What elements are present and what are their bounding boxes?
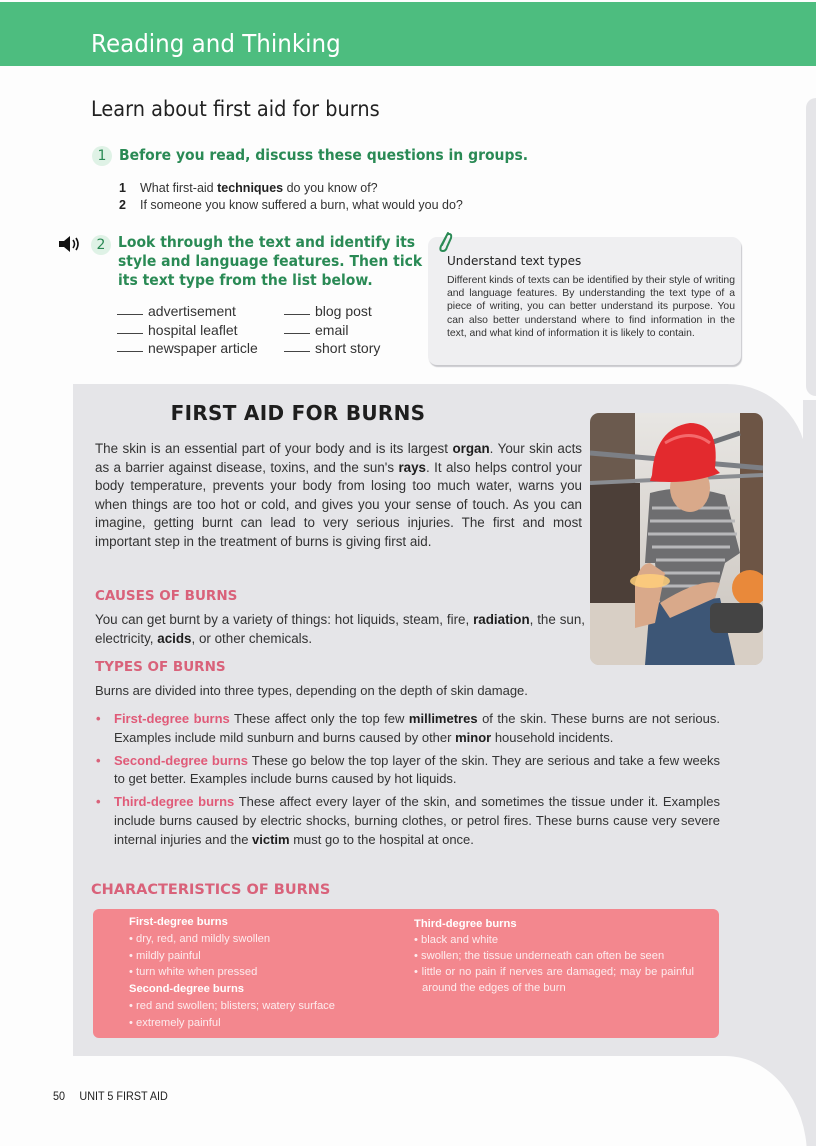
question-number: 2 [119, 198, 126, 212]
paperclip-icon [436, 230, 454, 254]
question-item [119, 197, 463, 214]
exercise-2-title-line: its text type from the list below. [118, 271, 373, 289]
text-type-option[interactable]: advertisement [117, 302, 284, 321]
vocab-word: victim [252, 831, 290, 847]
characteristic-item: • turn white when pressed [129, 966, 258, 979]
question-number: 1 [119, 181, 126, 195]
vocab-word: millimetres [408, 711, 478, 726]
question-text: What first-aid techniques do you know of? [140, 181, 378, 195]
text-type-option[interactable]: short story [284, 339, 414, 358]
text-type-options [117, 302, 414, 358]
page-footer [53, 1089, 168, 1103]
characteristic-item: • little or no pain if nerves are damaged; may be painful around the edges of the burn [414, 966, 694, 994]
section-heading-causes: CAUSES OF BURNS [95, 588, 238, 604]
characteristic-item: • extremely painful [129, 1016, 221, 1029]
vocab-word: organ [452, 441, 490, 456]
bullet-icon: • [96, 711, 101, 726]
vocab-word: acids [157, 630, 192, 646]
text-type-option[interactable]: hospital leaflet [117, 321, 284, 340]
burn-degree-title: Second-degree burns [129, 983, 245, 996]
burn-types-list [95, 710, 720, 854]
vocab-word: rays [398, 459, 427, 475]
question-item [119, 180, 463, 197]
tick-blank[interactable] [117, 351, 143, 352]
tip-title: Understand text types [447, 254, 582, 268]
tick-blank[interactable] [117, 333, 143, 334]
exercise-2-title-line: Look through the text and identify its [118, 233, 416, 251]
vocab-word: techniques [217, 181, 284, 195]
unit-label: UNIT 5 FIRST AID [79, 1089, 168, 1103]
tip-body: Different kinds of texts can be identified by their style of writing and language features. By understanding the text type of a piece of writing, you can better understand its purpose. You can also better understand where to find information in the text, and what kind of information it is likely to contain. [447, 275, 735, 339]
vocab-word: radiation [473, 612, 530, 627]
causes-paragraph: You can get burnt by a variety of things: hot liquids, steam, fire, radiation, the sun, electricity, acids, or other chemicals. [95, 612, 585, 646]
list-item: • First-degree burns These affect only the top few millimetres of the skin. These burns are not serious. Examples include mild sunburn and burns caused by other minor household incidents. [96, 711, 720, 745]
page-edge-decoration [806, 98, 816, 396]
burn-type-term: Third-degree burns [114, 794, 235, 810]
text-type-option[interactable]: blog post [284, 302, 414, 321]
characteristics-column-right [414, 916, 694, 996]
tick-blank[interactable] [284, 333, 310, 334]
list-item: • Second-degree burns These go below the top layer of the skin. They are serious and take a few weeks to get better. Examples include burns caused by hot liquids. [96, 752, 720, 787]
worker-burn-photo [590, 413, 763, 665]
article-title: FIRST AID FOR BURNS [170, 401, 426, 425]
tick-blank[interactable] [284, 314, 310, 315]
tick-blank[interactable] [284, 351, 310, 352]
vocab-word: minor [455, 729, 492, 745]
section-heading-characteristics: CHARACTERISTICS OF BURNS [91, 882, 331, 898]
characteristic-item: • red and swollen; blisters; watery surface [129, 999, 336, 1012]
characteristic-item: • mildly painful [129, 949, 201, 962]
text-type-option[interactable]: email [284, 321, 414, 340]
list-item: • Third-degree burns These affect every layer of the skin, and sometimes the tissue under it. Examples include burns caused by electric shocks, burning clothes, or petrol fires. These burns cause very severe internal injuries and the victim must go to the hospital at once. [96, 794, 720, 847]
characteristic-item: • swollen; the tissue underneath can often be seen [414, 950, 665, 962]
types-intro: Burns are divided into three types, depending on the depth of skin damage. [95, 683, 528, 698]
exercise-number: 1 [92, 146, 112, 166]
article-intro: The skin is an essential part of your body and is its largest organ. Your skin acts as a barrier against disease, toxins, and the sun's rays. It also helps control your body temperature, prevents your body from losing too much water, warns you when things are too hot or cold, and gives you your sense of touch. As you can imagine, getting burnt can lead to very serious injuries. The first and most important step in the treatment of burns is giving first aid. [95, 441, 582, 549]
bullet-icon: • [96, 752, 101, 768]
characteristic-item: • dry, red, and mildly swollen [129, 932, 271, 945]
audio-speaker-icon[interactable] [59, 236, 83, 252]
section-heading-types: TYPES OF BURNS [95, 659, 226, 675]
characteristics-column-left [129, 914, 335, 1032]
section-title: Reading and Thinking [91, 29, 341, 58]
lesson-title: Learn about first aid for burns [91, 97, 380, 121]
question-text: If someone you know suffered a burn, what would you do? [140, 198, 463, 212]
burn-type-term: Second-degree burns [114, 752, 249, 768]
text-type-option[interactable]: newspaper article [117, 339, 284, 358]
characteristic-item: • black and white [414, 934, 499, 946]
burn-degree-title: First-degree burns [129, 916, 228, 928]
exercise-number: 2 [91, 235, 111, 255]
exercise-2-title-line: style and language features. Then tick [118, 252, 423, 270]
burn-type-term: First-degree burns [114, 711, 230, 726]
exercise-2-title [118, 233, 422, 290]
discussion-questions [119, 180, 463, 214]
page-number: 50 [53, 1089, 66, 1103]
tick-blank[interactable] [117, 314, 143, 315]
burn-degree-title: Third-degree burns [414, 918, 517, 930]
exercise-1-title: Before you read, discuss these questions in groups. [119, 146, 529, 164]
bullet-icon: • [96, 794, 101, 810]
